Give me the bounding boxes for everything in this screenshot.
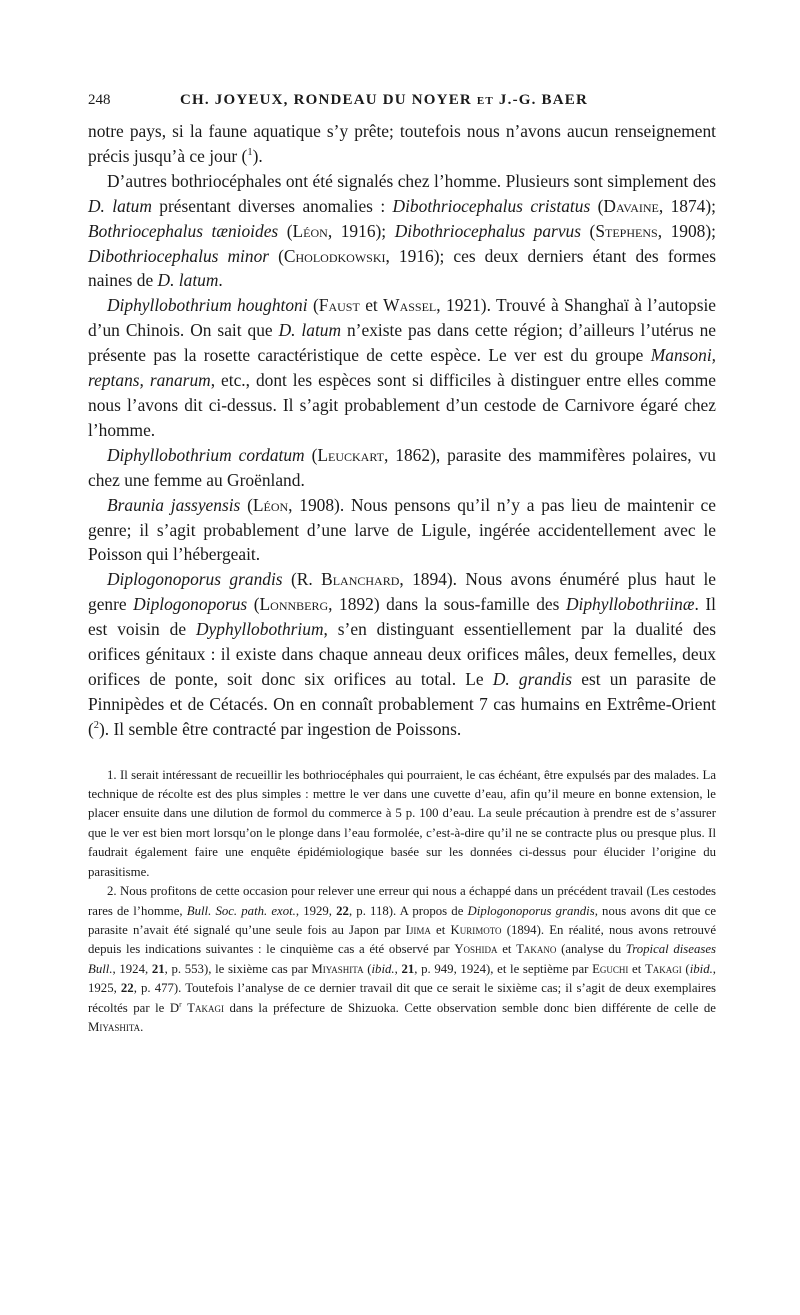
text-run: Cholodkowski (283, 245, 386, 266)
text-run: Bothriocephalus tænioides (88, 220, 279, 241)
footnote (88, 882, 716, 1037)
text-run: dans la préfecture de Shizuoka. Cette observation semble donc bien différente de celle de (223, 1000, 716, 1015)
text-run: Tropical diseases Bull. (88, 942, 716, 976)
text-run: , 1921). Trouvé à Shanghaï à l’autopsie d’un Chinois. On sait que (88, 295, 717, 341)
text-run: Dibothriocephalus parvus (394, 220, 581, 241)
text-run: Bull. Soc. path. exot. (186, 903, 296, 918)
text-run: n’existe pas dans cette région; d’ailleurs l’utérus ne présente pas la rosette caractéristique de cette espèce. Le ver est du groupe (88, 320, 716, 366)
text-run: ( (304, 444, 318, 465)
text-run: D’autres bothriocéphales ont été signalés chez l’homme. Plusieurs sont simplement des (107, 170, 716, 191)
text-run: et (359, 295, 384, 316)
note-reference: 1 (247, 147, 253, 159)
text-run: ibid. (689, 961, 713, 976)
text-run: D. latum (88, 195, 152, 216)
text-run: , 1908); (657, 220, 716, 241)
text-run: , p. 477). Toutefois l’analyse de ce dernier travail dit que ce serait le sixième cas; il s’agit de deux exemplaires récoltés par le D (88, 981, 716, 1015)
text-run: , nous avons dit que ce parasite n’avait été signalé qu’une seule fois au Japon par (88, 903, 716, 937)
text-run: ( (581, 220, 596, 241)
text-run: ( (307, 295, 319, 316)
text-run: 21 (401, 961, 415, 976)
paragraph (88, 567, 716, 741)
paragraph (88, 293, 716, 442)
text-run: présentant diverses anomalies : (151, 195, 393, 216)
text-run: Lonnberg (259, 594, 329, 615)
text-run: , p. 118). A propos de (348, 903, 468, 918)
text-run: Diplogonoporus grandis (107, 569, 283, 590)
text-run: Dibothriocephalus minor (88, 245, 270, 266)
paragraph (88, 443, 716, 493)
text-run: , 1894). Nous avons énuméré plus haut le genre (88, 569, 717, 615)
note-reference: 2 (93, 719, 100, 731)
footnotes (88, 766, 716, 1038)
text-run: , 1929, (295, 903, 337, 918)
text-run: ( (363, 961, 372, 976)
text-run: et (628, 961, 645, 976)
text-run: Wassel (383, 295, 437, 316)
text-run: 1. Il serait intéressant de recueillir les bothriocéphales qui pourraient, le cas échéant, être expulsés par des malades. La technique de récolte est des plus simples : mettre le ver dans une cuvette d’eau, afin qu’il meure en bonne extension, le placer ensuite dans une dilution de formol du commerce à 5 p. 100 d’eau. La seule précaution à prendre est de s’assurer que le ver est bien mort lorsqu’on le plonge dans l’eau formolée, c’est-à-dire qu’il ne se contracte plus ou presque plus. Il faudrait également faire une enquête épidémiologique basée sur les données ci-dessus pour élucider l’origine du parasitisme. (88, 767, 716, 879)
text-run: ( (240, 494, 253, 515)
text-run: Takagi (644, 961, 682, 976)
text-run: Davaine (603, 195, 659, 216)
text-run: et (430, 922, 451, 937)
main-text (88, 119, 716, 742)
text-run: ( (681, 961, 690, 976)
note-reference: r (179, 999, 182, 1009)
text-run: Stephens (595, 220, 658, 241)
text-run: , (394, 961, 402, 976)
paragraph (88, 119, 716, 169)
text-run: notre pays, si la faune aquatique s’y prête; toutefois nous n’avons aucun renseignement précis jusqu’à ce jour ( (88, 121, 716, 166)
text-run: . (140, 1019, 144, 1034)
text-run: D. latum (157, 270, 219, 291)
text-run: et (497, 942, 517, 957)
text-run: , 1874); (658, 195, 716, 216)
text-run: , 1892) dans la sous-famille des (328, 594, 566, 615)
text-run: ( (278, 220, 293, 241)
text-run: Blanchard (321, 569, 400, 590)
text-run: , 1862), parasite des mammifères polaires, vu chez une femme au Groënland. (88, 444, 717, 490)
page-number: 248 (88, 92, 111, 108)
text-run: est un parasite de Pinnipèdes et de Cétacés. On en connaît probablement 7 cas humains en Extrême-Orient ( (88, 668, 717, 739)
text-run: Mansoni, reptans, ranarum (88, 345, 716, 391)
text-run: Léon (292, 220, 328, 241)
text-run: . (218, 270, 223, 291)
text-run: Yoshida (454, 942, 498, 957)
text-run: Ijima (405, 922, 431, 937)
text-run: Miyashita (88, 1019, 141, 1034)
paragraph (88, 169, 716, 294)
text-run: Dibothriocephalus cristatus (392, 195, 591, 216)
text-run: , etc., dont les espèces sont si difficiles à distinguer entre elles comme nous l’avons dit ci-dessus. Il s’agit probablement d’un cestode de Carnivore égaré chez l’homme. (88, 370, 716, 440)
text-run: Kurimoto (450, 922, 502, 937)
text-run: (R. (282, 569, 322, 590)
text-run: Diphyllobothrium cordatum (107, 444, 305, 465)
text-run: (1894). En réalité, nous avons retrouvé depuis les indications suivantes : le cinquième cas a été observé par (88, 922, 716, 957)
journal-page (88, 92, 716, 1037)
text-run: Diplogonoporus grandis (467, 903, 595, 918)
text-run: Takagi (187, 1000, 224, 1015)
text-run: , 1908). Nous pensons qu’il n’y a pas lieu de maintenir ce genre; il s’agit probablement d’une larve de Ligule, ingérée accidentellement avec le Poisson qui l’hébergeait. (88, 494, 716, 565)
text-run: Diphyllobothriinæ (565, 594, 695, 615)
text-run: (analyse du (556, 942, 626, 957)
footnote (88, 766, 716, 882)
text-run: . Il est voisin de (88, 594, 716, 640)
text-run: 22 (336, 903, 349, 918)
text-run: , 1924, (112, 961, 152, 976)
text-run: Eguchi (592, 961, 629, 976)
text-run: , s’en distinguant essentiellement par la dualité des orifices génitaux : il existe dans chaque anneau deux orifices mâles, deux femelles, deux orifices de ponte, soit donc six orifices au total. Le (88, 619, 717, 689)
text-run: ( (269, 245, 284, 266)
text-run: , 1916); (327, 220, 395, 241)
text-run: Faust (318, 295, 360, 316)
text-run: 2. Nous profitons de cette occasion pour relever une erreur qui nous a échappé dans un précédent travail (Les cestodes rares de l’homme, (88, 884, 716, 918)
text-run: Léon (252, 494, 289, 515)
running-header (88, 92, 716, 109)
text-run: ( (247, 594, 260, 615)
text-run: Miyashita (311, 961, 364, 976)
text-run: 21 (151, 961, 165, 976)
text-run: Takano (516, 942, 557, 957)
text-run: Dyphyllobothrium (196, 619, 324, 640)
text-run: ). Il semble être contracté par ingestion de Poissons. (99, 718, 462, 739)
text-run: Leuckart (317, 444, 384, 465)
text-run: D. grandis (492, 668, 573, 689)
text-run: D. latum (278, 320, 342, 341)
text-run: Diphyllobothrium houghtoni (107, 295, 308, 316)
text-run: 22 (120, 981, 134, 996)
text-run: , p. 949, 1924), et le septième par (414, 961, 593, 976)
running-title: CH. JOYEUX, RONDEAU DU NOYER et J.-G. BAER (180, 92, 589, 108)
text-run: , 1916); ces deux derniers étant des formes naines de (88, 245, 716, 291)
text-run: ibid. (371, 961, 395, 976)
text-run: , 1925, (88, 961, 716, 996)
text-run: Braunia jassyensis (107, 494, 241, 515)
text-run: ( (590, 195, 604, 216)
text-run: , p. 553), le sixième cas par (164, 961, 312, 976)
text-run: ). (252, 145, 263, 166)
text-run: Diplogonoporus (133, 594, 248, 615)
paragraph (88, 493, 716, 568)
